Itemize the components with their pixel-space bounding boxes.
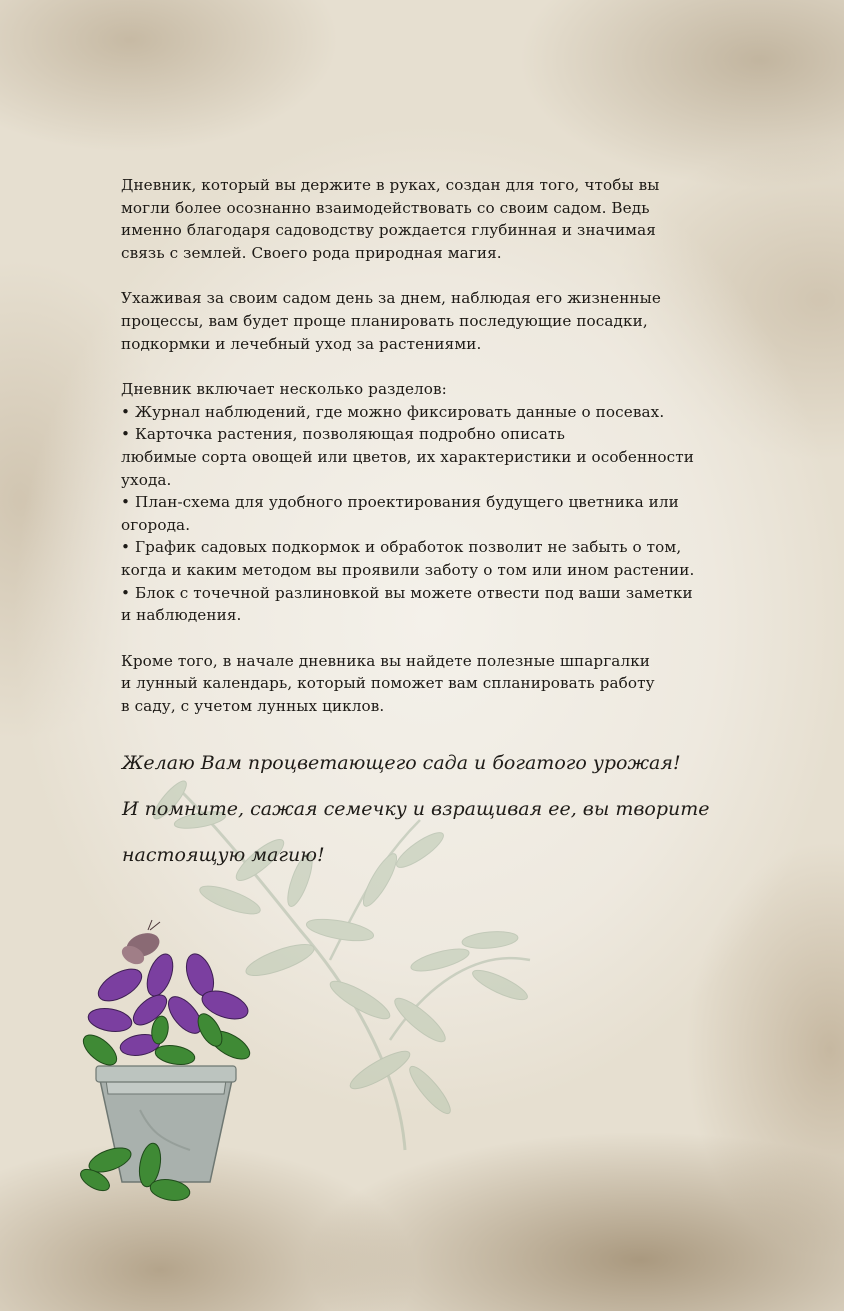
section-item: когда и каким методом вы проявили заботу о том или ином растении. [121, 560, 695, 579]
care-line: Ухаживая за своим садом день за днем, наблюдая его жизненные [121, 289, 661, 308]
closing-line: в саду, с учетом лунных циклов. [121, 696, 385, 715]
intro-line: могли более осознанно взаимодействовать со своим садом. Ведь [121, 198, 650, 217]
sections-heading: Дневник включает несколько разделов: [121, 380, 447, 399]
section-item: и наблюдения. [121, 606, 242, 625]
care-line: процессы, вам будет проще планировать последующие посадки, [121, 311, 648, 330]
section-item: • График садовых подкормок и обработок позволит не забыть о том, [121, 538, 682, 557]
section-item: огорода. [121, 515, 191, 534]
intro-line: связь с землей. Своего рода природная магия. [121, 243, 502, 262]
closing-line: Кроме того, в начале дневника вы найдете полезные шпаргалки [121, 651, 651, 670]
wish-line: И помните, сажая семечку и взращивая ее, вы творите [122, 798, 710, 820]
intro-line: Дневник, который вы держите в руках, создан для того, чтобы вы [121, 176, 660, 194]
section-item: ухода. [121, 470, 172, 489]
section-item: • План-схема для удобного проектирования будущего цветника или [121, 493, 679, 512]
wish-line: настоящую магию! [122, 844, 325, 866]
section-item: любимые сорта овощей или цветов, их характеристики и особенности [121, 447, 694, 466]
wish-line: Желаю Вам процветающего сада и богатого урожая! [122, 752, 681, 774]
section-item: • Журнал наблюдений, где можно фиксировать данные о посевах. [121, 402, 665, 421]
intro-line: именно благодаря садоводству рождается глубинная и значимая [121, 221, 656, 240]
potted-plant-icon [77, 950, 254, 1203]
closing-line: и лунный календарь, который поможет вам спланировать работу [121, 674, 655, 693]
section-item: • Карточка растения, позволяющая подробно описать [121, 425, 565, 444]
diary-introduction [121, 174, 761, 717]
section-item: • Блок с точечной разлиновкой вы можете отвести под ваши заметки [121, 583, 693, 602]
care-line: подкормки и лечебный уход за растениями. [121, 334, 482, 353]
